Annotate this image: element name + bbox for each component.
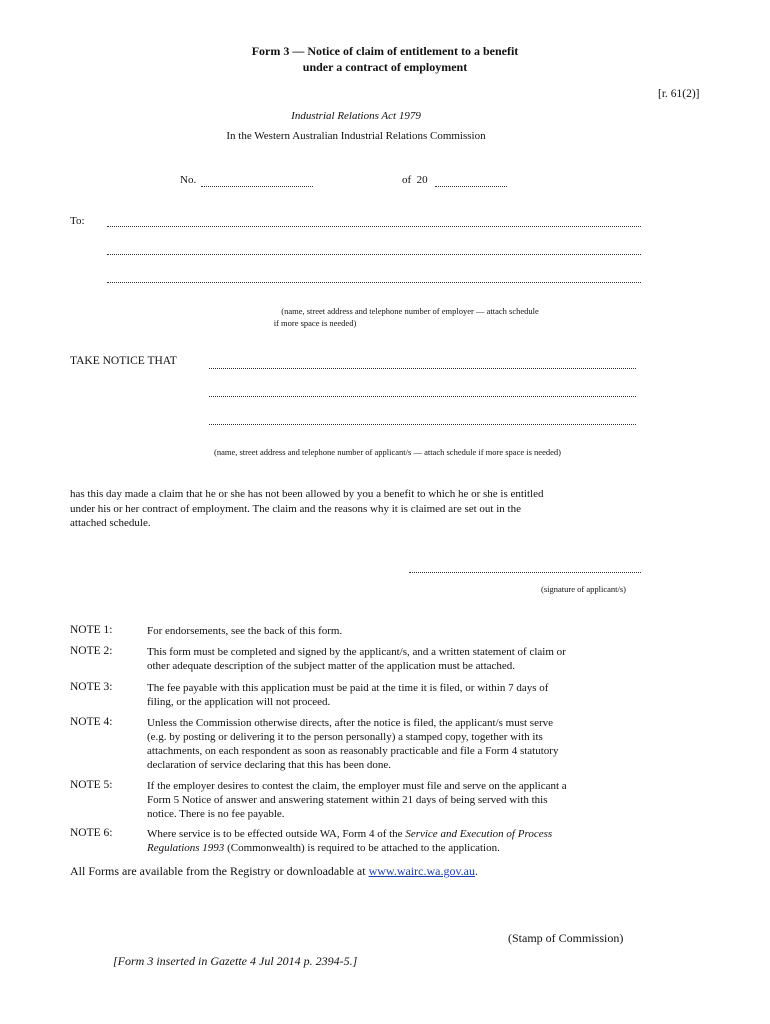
note-4-line: declaration of service declaring that this has been done. bbox=[147, 759, 392, 771]
applicant-line-1[interactable] bbox=[209, 368, 636, 369]
note-5-label: NOTE 5: bbox=[70, 779, 113, 791]
no-label: No. bbox=[180, 174, 197, 186]
rule-reference: [r. 61(2)] bbox=[658, 88, 700, 100]
applicant-line-2[interactable] bbox=[209, 396, 636, 397]
to-label: To: bbox=[70, 215, 85, 227]
note-4-text bbox=[147, 716, 647, 772]
employer-caption-line1: (name, street address and telephone number of employer — attach schedule bbox=[281, 306, 539, 316]
note-5-text bbox=[147, 779, 647, 821]
of-year-label: of 20 bbox=[402, 174, 428, 186]
note-1-line: For endorsements, see the back of this form. bbox=[147, 625, 343, 637]
applicant-caption: (name, street address and telephone number of applicant/s — attach schedule if more space is needed) bbox=[214, 447, 561, 457]
note-5-line: Form 5 Notice of answer and answering statement within 21 days of being served with this bbox=[147, 794, 548, 806]
note-4-line: (e.g. by posting or delivering it to the person personally) a stamped copy, together with its bbox=[147, 731, 543, 743]
forms-available-end: . bbox=[475, 864, 478, 878]
employer-line-3[interactable] bbox=[107, 282, 641, 283]
signature-field[interactable] bbox=[409, 572, 641, 573]
commission-name: In the Western Australian Industrial Relations Commission bbox=[226, 130, 486, 142]
note-6-pre: Where service is to be effected outside WA, Form 4 of the bbox=[147, 828, 406, 840]
claim-statement-line2: under his or her contract of employment. The claim and the reasons why it is claimed are set out in the bbox=[70, 502, 521, 515]
employer-line-1[interactable] bbox=[107, 226, 641, 227]
note-6-italic: Service and Execution of Process bbox=[405, 828, 553, 840]
forms-available bbox=[70, 864, 478, 879]
year-field[interactable] bbox=[435, 186, 507, 187]
note-6-label: NOTE 6: bbox=[70, 827, 113, 839]
note-5-line: If the employer desires to contest the claim, the employer must file and serve on the applicant a bbox=[147, 780, 567, 792]
note-3-label: NOTE 3: bbox=[70, 681, 113, 693]
forms-available-text: All Forms are available from the Registry or downloadable at bbox=[70, 864, 369, 878]
note-3-line: filing, or the application will not proceed. bbox=[147, 696, 331, 708]
employer-caption-line2: if more space is needed) bbox=[273, 318, 357, 328]
employer-line-2[interactable] bbox=[107, 254, 641, 255]
form-title-line1: Form 3 — Notice of claim of entitlement to a benefit bbox=[251, 44, 519, 58]
note-6-text bbox=[147, 827, 647, 855]
claim-statement bbox=[70, 487, 670, 531]
gazette-note: [Form 3 inserted in Gazette 4 Jul 2014 p. 2394-5.] bbox=[113, 954, 358, 968]
take-notice-label: TAKE NOTICE THAT bbox=[70, 355, 177, 367]
note-3-text bbox=[147, 681, 647, 709]
act-title: Industrial Relations Act 1979 bbox=[291, 110, 421, 122]
note-1-text bbox=[147, 624, 647, 638]
note-3-line: The fee payable with this application must be paid at the time it is filed, or within 7 days of bbox=[147, 682, 549, 694]
note-4-label: NOTE 4: bbox=[70, 716, 113, 728]
note-4-line: attachments, on each respondent as soon as reasonably practicable and file a Form 4 statutory bbox=[147, 745, 559, 757]
form-title-line2: under a contract of employment bbox=[302, 60, 468, 74]
note-2-line: other adequate description of the subject matter of the application must be attached. bbox=[147, 660, 516, 672]
claim-statement-line3: attached schedule. bbox=[70, 517, 151, 529]
note-2-text bbox=[147, 645, 647, 673]
note-6-post: (Commonwealth) is required to be attached to the application. bbox=[224, 842, 500, 854]
wairc-website-link[interactable]: www.wairc.wa.gov.au bbox=[368, 864, 475, 878]
note-2-label: NOTE 2: bbox=[70, 645, 113, 657]
no-field[interactable] bbox=[201, 186, 313, 187]
note-4-line: Unless the Commission otherwise directs, after the notice is filed, the applicant/s must serve bbox=[147, 717, 553, 729]
note-5-line: notice. There is no fee payable. bbox=[147, 808, 285, 820]
claim-statement-line1: has this day made a claim that he or she has not been allowed by you a benefit to which he or she is entitled bbox=[70, 488, 544, 500]
note-1-label: NOTE 1: bbox=[70, 624, 113, 636]
stamp-of-commission: (Stamp of Commission) bbox=[508, 931, 624, 945]
note-2-line: This form must be completed and signed by the applicant/s, and a written statement of claim or bbox=[147, 646, 566, 658]
note-6-italic-line2: Regulations 1993 bbox=[147, 842, 225, 854]
signature-caption: (signature of applicant/s) bbox=[541, 584, 626, 594]
applicant-line-3[interactable] bbox=[209, 424, 636, 425]
